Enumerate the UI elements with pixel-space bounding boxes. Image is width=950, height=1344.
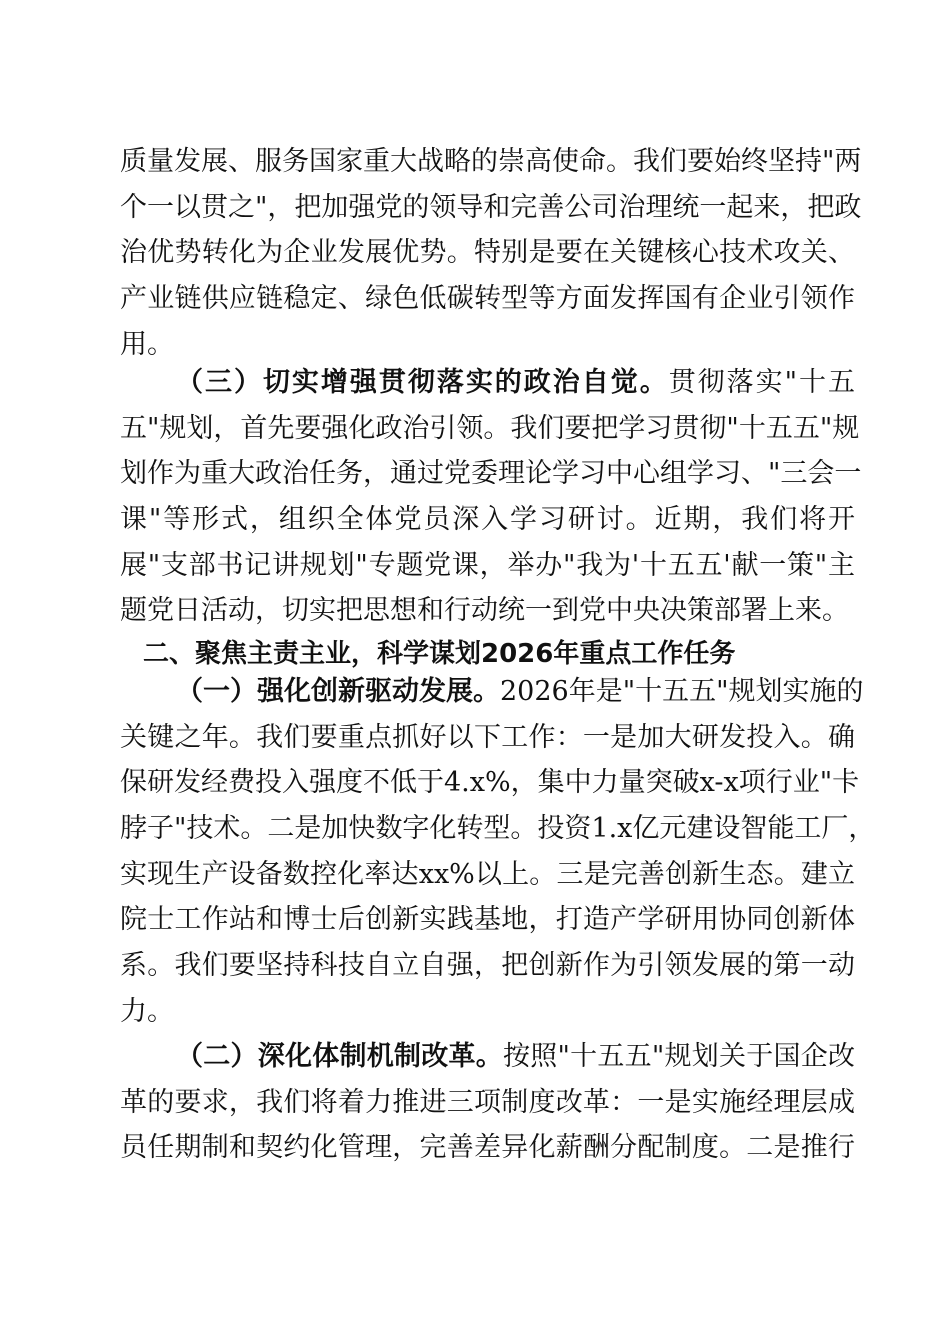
paragraph-party-leadership <box>120 139 862 367</box>
section-lead: （三）切实增强贯彻落实的政治自觉。 <box>176 367 669 398</box>
text-line: 划作为重大政治任务，通过党委理论学习中心组学习、"三会一 <box>120 458 862 490</box>
text-line: 员任期制和契约化管理，完善差异化薪酬分配制度。二是推行 <box>120 1132 855 1164</box>
text-line: 五"规划，首先要强化政治引领。我们要把学习贯彻"十五五"规 <box>120 412 860 444</box>
text-line: 革的要求，我们将着力推进三项制度改革：一是实施经理层成 <box>120 1086 855 1118</box>
text-line: 保研发经费投入强度不低于4.x%，集中力量突破x-x项行业"卡 <box>120 767 860 799</box>
text-line <box>120 360 855 406</box>
text-line: 质量发展、服务国家重大战略的崇高使命。我们要始终坚持"两 <box>120 146 862 177</box>
text-line: 院士工作站和博士后创新实践基地，打造产学研用协同创新体 <box>120 904 855 936</box>
text-line <box>120 1034 855 1080</box>
paragraph-political-awareness <box>120 360 862 634</box>
text-span: 按照"十五五"规划关于国企改 <box>502 1041 856 1072</box>
text-line: 用。 <box>120 328 174 360</box>
text-line: 力。 <box>120 995 174 1027</box>
section-heading: 二、聚焦主责主业，科学谋划2026年重点工作任务 <box>143 639 736 669</box>
text-line: 脖子"技术。二是加快数字化转型。投资1.x亿元建设智能工厂， <box>120 813 876 845</box>
text-line: 题党日活动，切实把思想和行动统一到党中央决策部署上来。 <box>120 595 849 627</box>
text-line: 系。我们要坚持科技自立自强，把创新作为引领发展的第一动 <box>120 950 855 982</box>
section-lead: （一）强化创新驱动发展。 <box>176 676 500 707</box>
text-line: 展"支部书记讲规划"专题党课，举办"我为'十五五'献一策"主 <box>120 549 855 581</box>
paragraph-reform <box>120 1034 855 1171</box>
text-line: 治优势转化为企业发展优势。特别是要在关键核心技术攻关、 <box>120 237 855 269</box>
text-line: 实现生产设备数控化率达xx%以上。三是完善创新生态。建立 <box>120 858 855 890</box>
text-line <box>120 669 864 715</box>
section-lead: （二）深化体制机制改革。 <box>176 1041 503 1072</box>
text-span: 贯彻落实"十五 <box>668 367 855 398</box>
text-line: 产业链供应链稳定、绿色低碳转型等方面发挥国有企业引领作 <box>120 283 855 315</box>
text-line: 关键之年。我们要重点抓好以下工作：一是加大研发投入。确 <box>120 721 855 753</box>
text-line: 课"等形式，组织全体党员深入学习研讨。近期，我们将开 <box>120 504 855 536</box>
text-span: 2026年是"十五五"规划实施的 <box>500 676 864 707</box>
paragraph-innovation <box>120 669 876 1035</box>
text-line: 个一以贯之"，把加强党的领导和完善公司治理统一起来，把政 <box>120 191 862 223</box>
